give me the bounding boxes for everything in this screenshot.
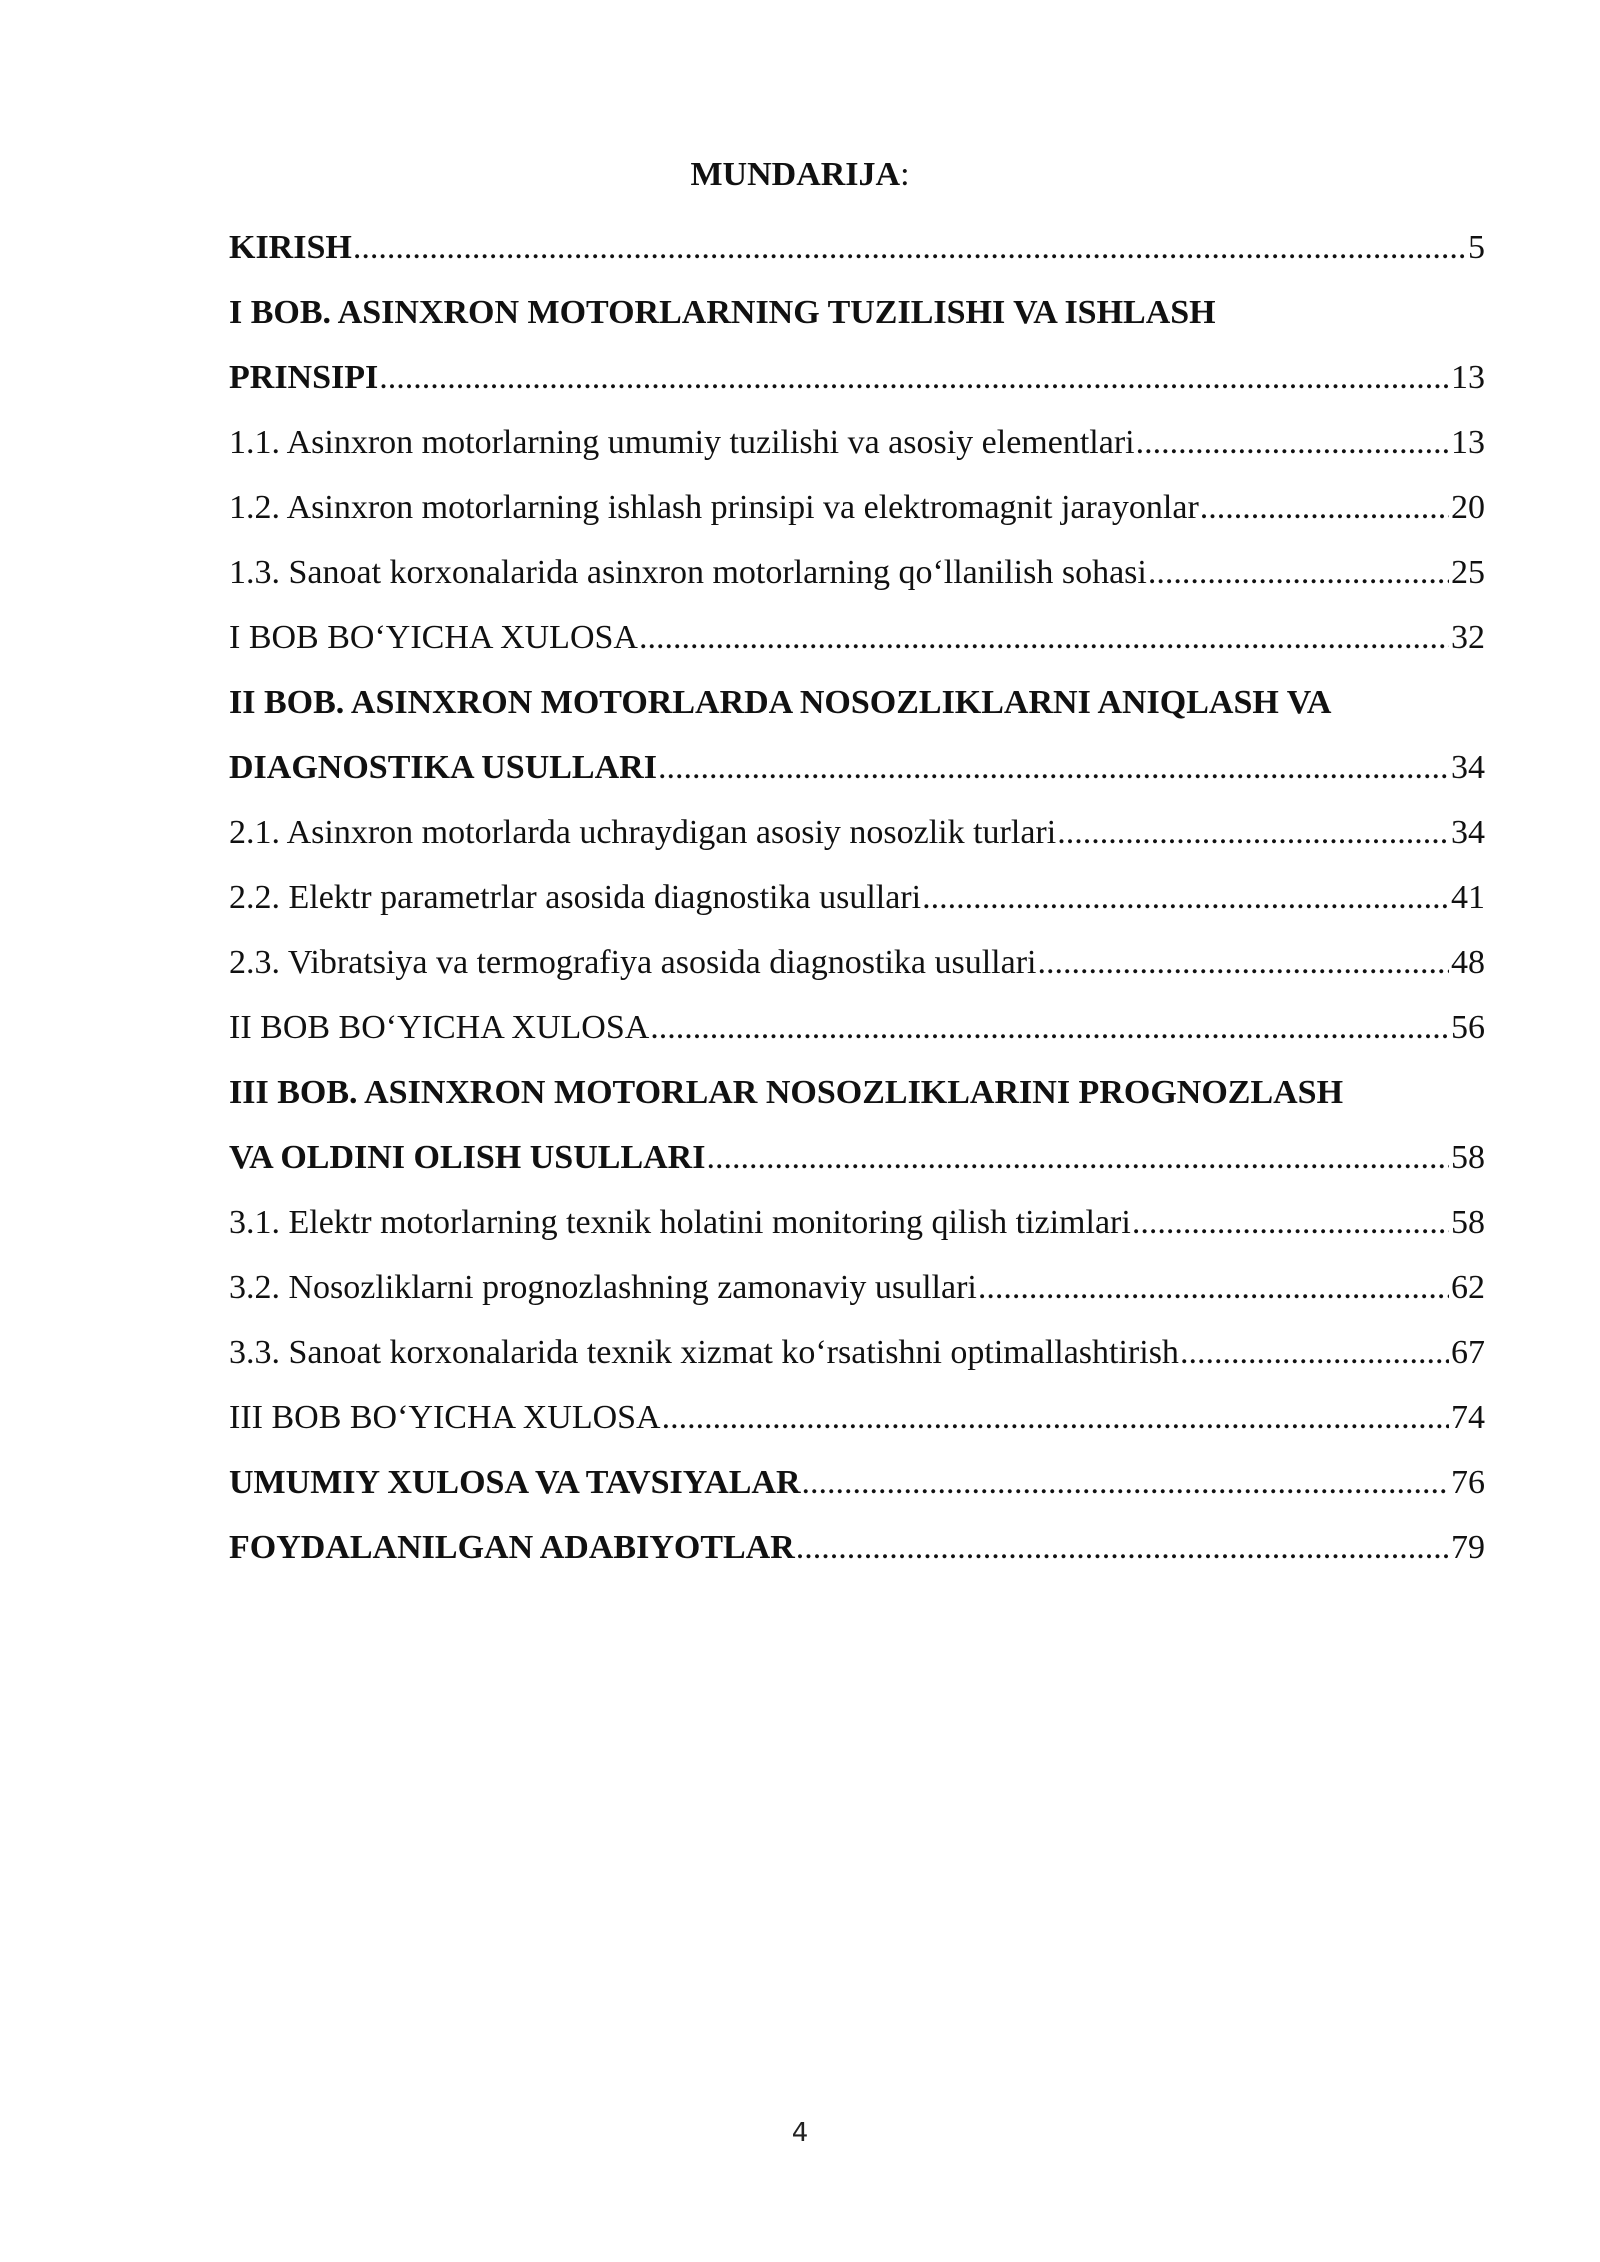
toc-entry[interactable] — [229, 1450, 1485, 1515]
toc-dot-leader — [639, 605, 1449, 670]
toc-entry-title: 3.3. Sanoat korxonalarida texnik xizmat ko‘rsatishni optimallashtirish — [229, 1334, 1179, 1371]
toc-entry-title: 2.2. Elektr parametrlar asosida diagnostika usullari — [229, 879, 922, 916]
toc-entry-title: I BOB. ASINXRON MOTORLARNING TUZILISHI VA ISHLASH — [229, 294, 1216, 331]
toc-dot-leader — [1132, 1190, 1449, 1255]
toc-entry-page: 13 — [1451, 359, 1485, 396]
toc-dot-leader — [650, 995, 1449, 1060]
toc-entry-page: 20 — [1451, 489, 1485, 526]
toc-dot-leader — [796, 1515, 1449, 1580]
toc-entry-title: 1.1. Asinxron motorlarning umumiy tuzilishi va asosiy elementlari — [229, 424, 1135, 461]
toc-entry[interactable] — [229, 735, 1485, 800]
toc-entry[interactable] — [229, 475, 1485, 540]
toc-heading-colon: : — [900, 156, 910, 193]
toc-entry[interactable] — [229, 1515, 1485, 1580]
toc-entry-title: FOYDALANILGAN ADABIYOTLAR — [229, 1529, 795, 1566]
toc-dot-leader — [662, 1385, 1449, 1450]
toc-entry-page: 58 — [1451, 1139, 1485, 1176]
toc-entry-title: III BOB. ASINXRON MOTORLAR NOSOZLIKLARINI PROGNOZLASH — [229, 1074, 1344, 1111]
toc-dot-leader — [978, 1255, 1449, 1320]
toc-entry[interactable] — [229, 540, 1485, 605]
toc-entry-title: III BOB BO‘YICHA XULOSA — [229, 1399, 661, 1436]
toc-entry[interactable] — [229, 1125, 1485, 1190]
toc-entry-page: 25 — [1451, 554, 1485, 591]
toc-entry-page: 34 — [1451, 814, 1485, 851]
toc-entry[interactable] — [229, 865, 1485, 930]
toc-heading — [0, 150, 1600, 200]
toc-entry[interactable] — [229, 280, 1485, 345]
toc-entry-title: KIRISH — [229, 229, 352, 266]
toc-dot-leader — [658, 735, 1449, 800]
toc-dot-leader — [1136, 410, 1449, 475]
toc-entry-title: 3.1. Elektr motorlarning texnik holatini monitoring qilish tizimlari — [229, 1204, 1131, 1241]
page-number: 4 — [791, 2118, 809, 2148]
toc-entry[interactable] — [229, 1190, 1485, 1255]
toc-entry[interactable] — [229, 1320, 1485, 1385]
toc-dot-leader — [1148, 540, 1449, 605]
toc-entry-title: 1.3. Sanoat korxonalarida asinxron motorlarning qo‘llanilish sohasi — [229, 554, 1147, 591]
toc-entry[interactable] — [229, 670, 1485, 735]
toc-entry[interactable] — [229, 800, 1485, 865]
toc-entry[interactable] — [229, 345, 1485, 410]
toc-entry-page: 62 — [1451, 1269, 1485, 1306]
toc-entry-title: 2.3. Vibratsiya va termografiya asosida diagnostika usullari — [229, 944, 1037, 981]
toc-entry-title: 2.1. Asinxron motorlarda uchraydigan asosiy nosozlik turlari — [229, 814, 1057, 851]
toc-entry-page: 5 — [1468, 229, 1485, 266]
toc-heading-text: MUNDARIJA — [690, 156, 901, 193]
toc-dot-leader — [802, 1450, 1449, 1515]
toc-dot-leader — [706, 1125, 1449, 1190]
toc-entry[interactable] — [229, 410, 1485, 475]
toc-entry[interactable] — [229, 1385, 1485, 1450]
toc-dot-leader — [1037, 930, 1449, 995]
toc-dot-leader — [1057, 800, 1449, 865]
toc-entry[interactable] — [229, 930, 1485, 995]
toc-entry-title: VA OLDINI OLISH USULLARI — [229, 1139, 706, 1176]
toc-entry-page: 41 — [1451, 879, 1485, 916]
toc-entry-title: 1.2. Asinxron motorlarning ishlash prinsipi va elektromagnit jarayonlar — [229, 489, 1199, 526]
toc-dot-leader — [353, 215, 1466, 280]
toc-entry-title: PRINSIPI — [229, 359, 379, 396]
toc-entry-title: II BOB BO‘YICHA XULOSA — [229, 1009, 650, 1046]
toc-entry-page: 34 — [1451, 749, 1485, 786]
toc-dot-leader — [379, 345, 1449, 410]
toc-entry-title: UMUMIY XULOSA VA TAVSIYALAR — [229, 1464, 801, 1501]
toc-entry-page: 48 — [1451, 944, 1485, 981]
toc-entry[interactable] — [229, 995, 1485, 1060]
toc-entry-title: DIAGNOSTIKA USULLARI — [229, 749, 657, 786]
toc-entry[interactable] — [229, 1255, 1485, 1320]
toc-entry[interactable] — [229, 605, 1485, 670]
toc-entry-page: 76 — [1451, 1464, 1485, 1501]
toc-entry-title: 3.2. Nosozliklarni prognozlashning zamonaviy usullari — [229, 1269, 977, 1306]
toc-dot-leader — [922, 865, 1449, 930]
toc-dot-leader — [1200, 475, 1449, 540]
toc-entry-title: I BOB BO‘YICHA XULOSA — [229, 619, 638, 656]
toc-entry[interactable] — [229, 215, 1485, 280]
toc-entry-page: 58 — [1451, 1204, 1485, 1241]
toc-entry-page: 79 — [1451, 1529, 1485, 1566]
toc-entry-page: 13 — [1451, 424, 1485, 461]
table-of-contents — [229, 215, 1485, 1580]
toc-entry-page: 32 — [1451, 619, 1485, 656]
toc-entry-page: 56 — [1451, 1009, 1485, 1046]
toc-dot-leader — [1180, 1320, 1449, 1385]
toc-entry-page: 74 — [1451, 1399, 1485, 1436]
toc-entry-page: 67 — [1451, 1334, 1485, 1371]
toc-entry[interactable] — [229, 1060, 1485, 1125]
toc-entry-title: II BOB. ASINXRON MOTORLARDA NOSOZLIKLARNI ANIQLASH VA — [229, 684, 1332, 721]
